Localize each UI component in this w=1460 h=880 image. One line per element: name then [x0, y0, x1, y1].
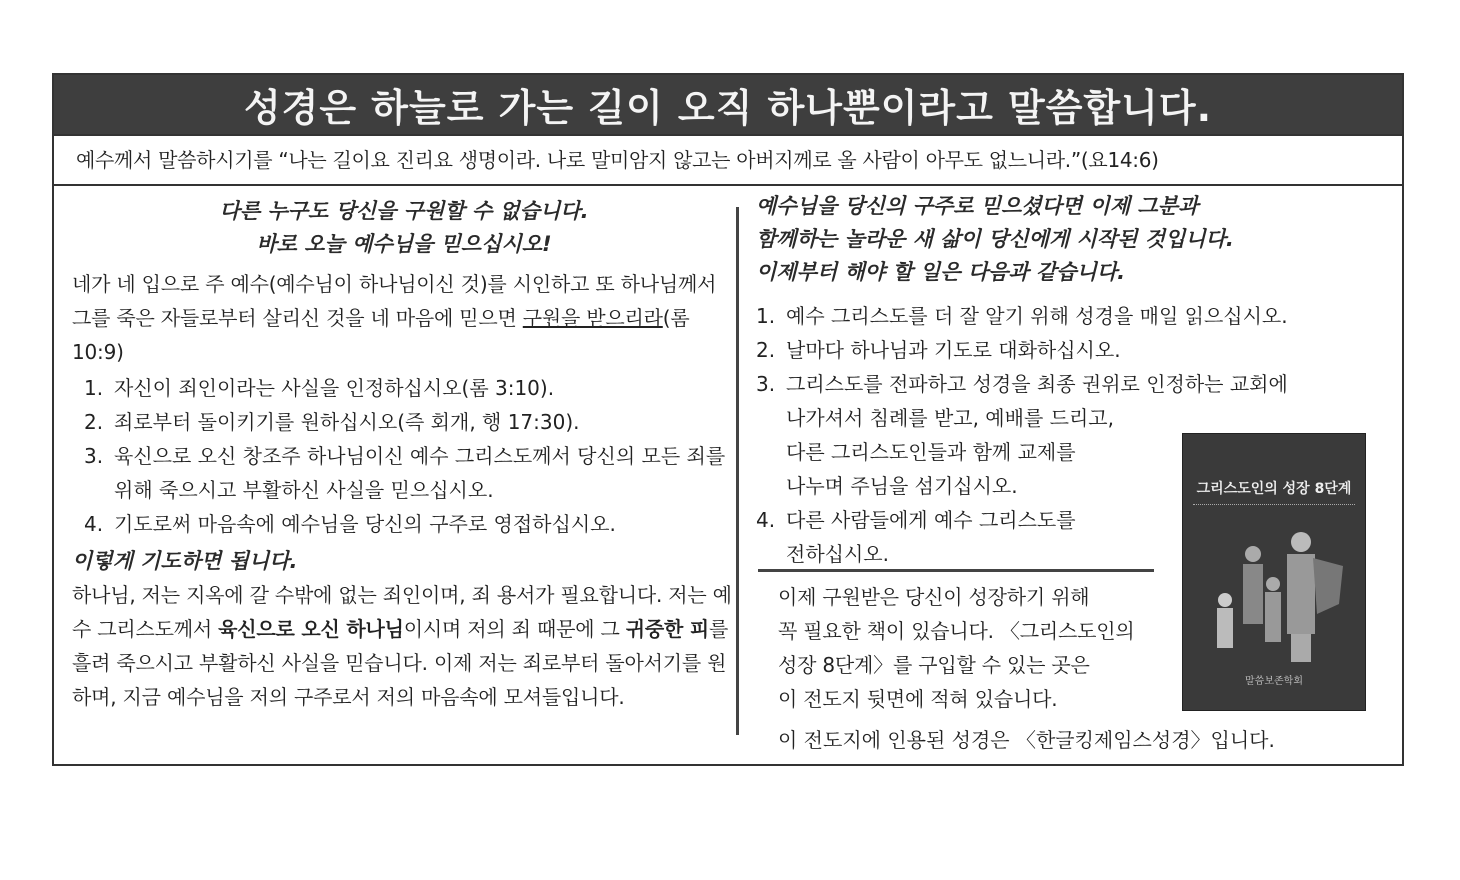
intro-underline: 구원을 받으리라: [522, 306, 663, 330]
salvation-step: 1. 자신이 죄인이라는 사실을 인정하십시오(롬 3:10).: [84, 376, 555, 400]
left-headline-2: 바로 오늘 예수님을 믿으십시오!: [256, 232, 552, 256]
book-cover-illustration: [1183, 434, 1365, 710]
tract-frame: [52, 73, 1404, 766]
banner-title: 성경은 하늘로 가는 길이 오직 하나뿐이라고 말씀합니다.: [54, 75, 1402, 134]
growth-step-1: 1. 예수 그리스도를 더 잘 알기 위해 성경을 매일 읽으십시오.: [756, 304, 1288, 328]
column-divider: [736, 207, 739, 735]
book-note: 이제 구원받은 당신이 성장하기 위해 꼭 필요한 책이 있습니다. 〈그리스도인의 성장 8단계〉를 구입할 수 있는 곳은 이 전도지 뒷면에 적혀 있습니다.: [778, 585, 1135, 711]
right-headline-3: 이제부터 해야 할 일은 다음과 같습니다.: [756, 260, 1126, 284]
right-headline-1: 예수님을 당신의 구주로 믿으셨다면 이제 그분과: [756, 194, 1199, 218]
intro-verse: 네가 네 입으로 주 예수(예수님이 하나님이신 것)를 시인하고 또 하나님께서 그를 죽은 자들로부터 살리신 것을 네 마음에 믿으면 구원을 받으리라(롬 10:9): [72, 272, 717, 364]
note-divider: [758, 569, 1154, 572]
salvation-step: 2. 죄로부터 돌이키기를 원하십시오(즉 회개, 행 17:30).: [84, 410, 580, 434]
growth-step-3: 3. 그리스도를 전파하고 성경을 최종 권위로 인정하는 교회에 나가셔서 침례를 받고, 예배를 드리고, 다른 그리스도인들과 함께 교제를 나누며 주님을 섬기십시오.: [756, 372, 1288, 498]
left-column: [72, 195, 736, 714]
prayer-text: 하나님, 저는 지옥에 갈 수밖에 없는 죄인이며, 죄 용서가 필요합니다. 저는 예수 그리스도께서 육신으로 오신 하나님이시며 저의 죄 때문에 그 귀중한 피를 흘려 죽으시고 부활하신 사실을 믿습니다. 이제 저는 죄로부터 돌아서기를 원하며, 지금 예수님을 저의 구주로서 저의 마음속에 모셔들입니다.: [72, 583, 732, 709]
key-verse: 예수께서 말씀하시기를 “나는 길이요 진리요 생명이라. 나로 말미암지 않고는 아버지께로 올 사람이 아무도 없느니라.”(요14:6): [54, 134, 1402, 186]
left-headline-1: 다른 누구도 당신을 구원할 수 없습니다.: [219, 199, 589, 223]
salvation-step: 3. 육신으로 오신 창조주 하나님이신 예수 그리스도께서 당신의 모든 죄를 위해 죽으시고 부활하신 사실을 믿으십시오.: [84, 444, 726, 502]
bible-version-footer: 이 전도지에 인용된 성경은 〈한글킹제임스성경〉입니다.: [778, 728, 1275, 752]
book-cover-publisher: 말씀보존학회: [1245, 676, 1303, 687]
growth-step-4: 4. 다른 사람들에게 예수 그리스도를 전하십시오.: [756, 508, 1076, 566]
book-cover-title: 그리스도인의 성장 8단계: [1196, 481, 1352, 497]
prayer-heading: 이렇게 기도하면 됩니다.: [72, 549, 298, 573]
book-cover-image: [1182, 433, 1366, 711]
salvation-step: 4. 기도로써 마음속에 예수님을 당신의 구주로 영접하십시오.: [84, 512, 616, 536]
right-headline-2: 함께하는 놀라운 새 삶이 당신에게 시작된 것입니다.: [756, 227, 1234, 251]
salvation-steps: [84, 371, 736, 541]
growth-step-2: 2. 날마다 하나님과 기도로 대화하십시오.: [756, 338, 1121, 362]
